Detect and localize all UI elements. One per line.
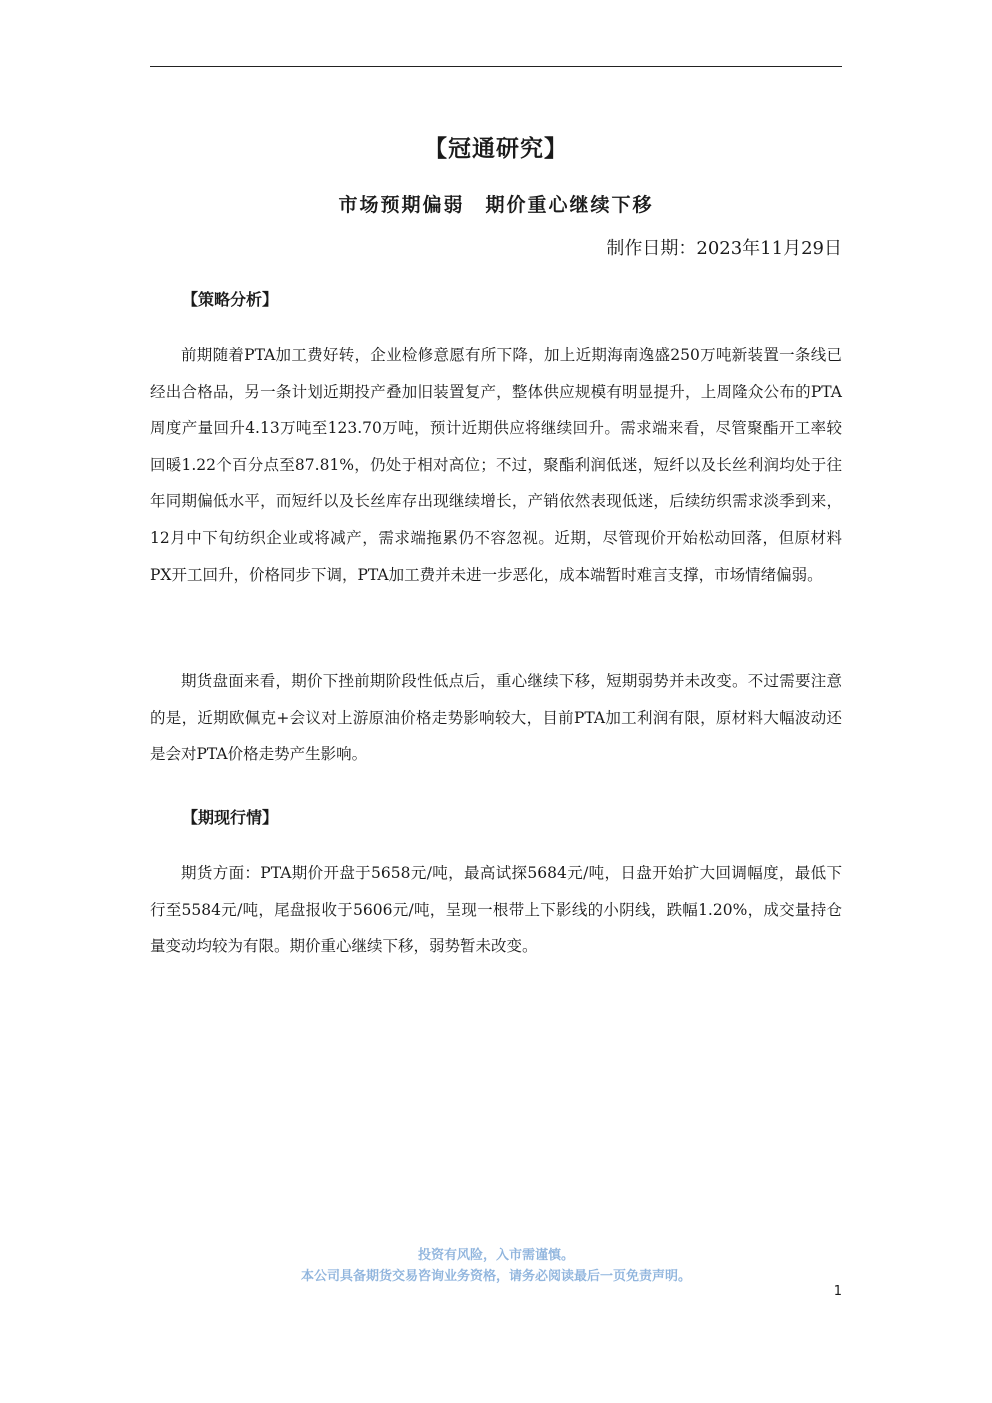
market-paragraph-1: 期货方面：PTA期价开盘于5658元/吨，最高试探5684元/吨，日盘开始扩大回调幅度，最低下行至5584元/吨，尾盘报收于5606元/吨，呈现一根带上下影线的小阴线，跌幅1.20%，成交量持仓量变动均较为有限。期价重心继续下移，弱势暂未改变。	[150, 864, 842, 956]
disclaimer-note: 本公司具备期货交易咨询业务资格，请务必阅读最后一页免责声明。	[300, 1269, 691, 1284]
section-heading-market: 【期现行情】	[182, 808, 279, 827]
strategy-paragraph-2: 期货盘面来看，期价下挫前期阶段性低点后，重心继续下移，短期弱势并未改变。不过需要注意的是，近期欧佩克+会议对上游原油价格走势影响较大，目前PTA加工利润有限，原材料大幅波动还是会对PTA价格走势产生影响。	[150, 672, 842, 764]
header-rule	[150, 66, 842, 67]
risk-warning: 投资有风险，入市需谨慎。	[417, 1248, 574, 1263]
report-date: 制作日期：2023年11月29日	[606, 238, 842, 259]
report-title: 市场预期偏弱 期价重心继续下移	[338, 194, 654, 216]
page-number: 1	[833, 1284, 842, 1299]
org-title: 【冠通研究】	[424, 135, 568, 162]
section-heading-strategy: 【策略分析】	[182, 290, 279, 309]
strategy-paragraph-1: 前期随着PTA加工费好转，企业检修意愿有所下降，加上近期海南逸盛250万吨新装置一条线已经出合格品，另一条计划近期投产叠加旧装置复产，整体供应规模有明显提升，上周隆众公布的PTA周度产量回升4.13万吨至123.70万吨，预计近期供应将继续回升。需求端来看，尽管聚酯开工率较回暖1.22个百分点至87.81%，仍处于相对高位；不过，聚酯利润低迷，短纤以及长丝利润均处于往年同期偏低水平，而短纤以及长丝库存出现继续增长，产销依然表现低迷，后续纺织需求淡季到来，12月中下旬纺织企业或将减产，需求端拖累仍不容忽视。近期，尽管现价开始松动回落，但原材料PX开工回升，价格同步下调，PTA加工费并未进一步恶化，成本端暂时难言支撑，市场情绪偏弱。	[150, 346, 842, 584]
